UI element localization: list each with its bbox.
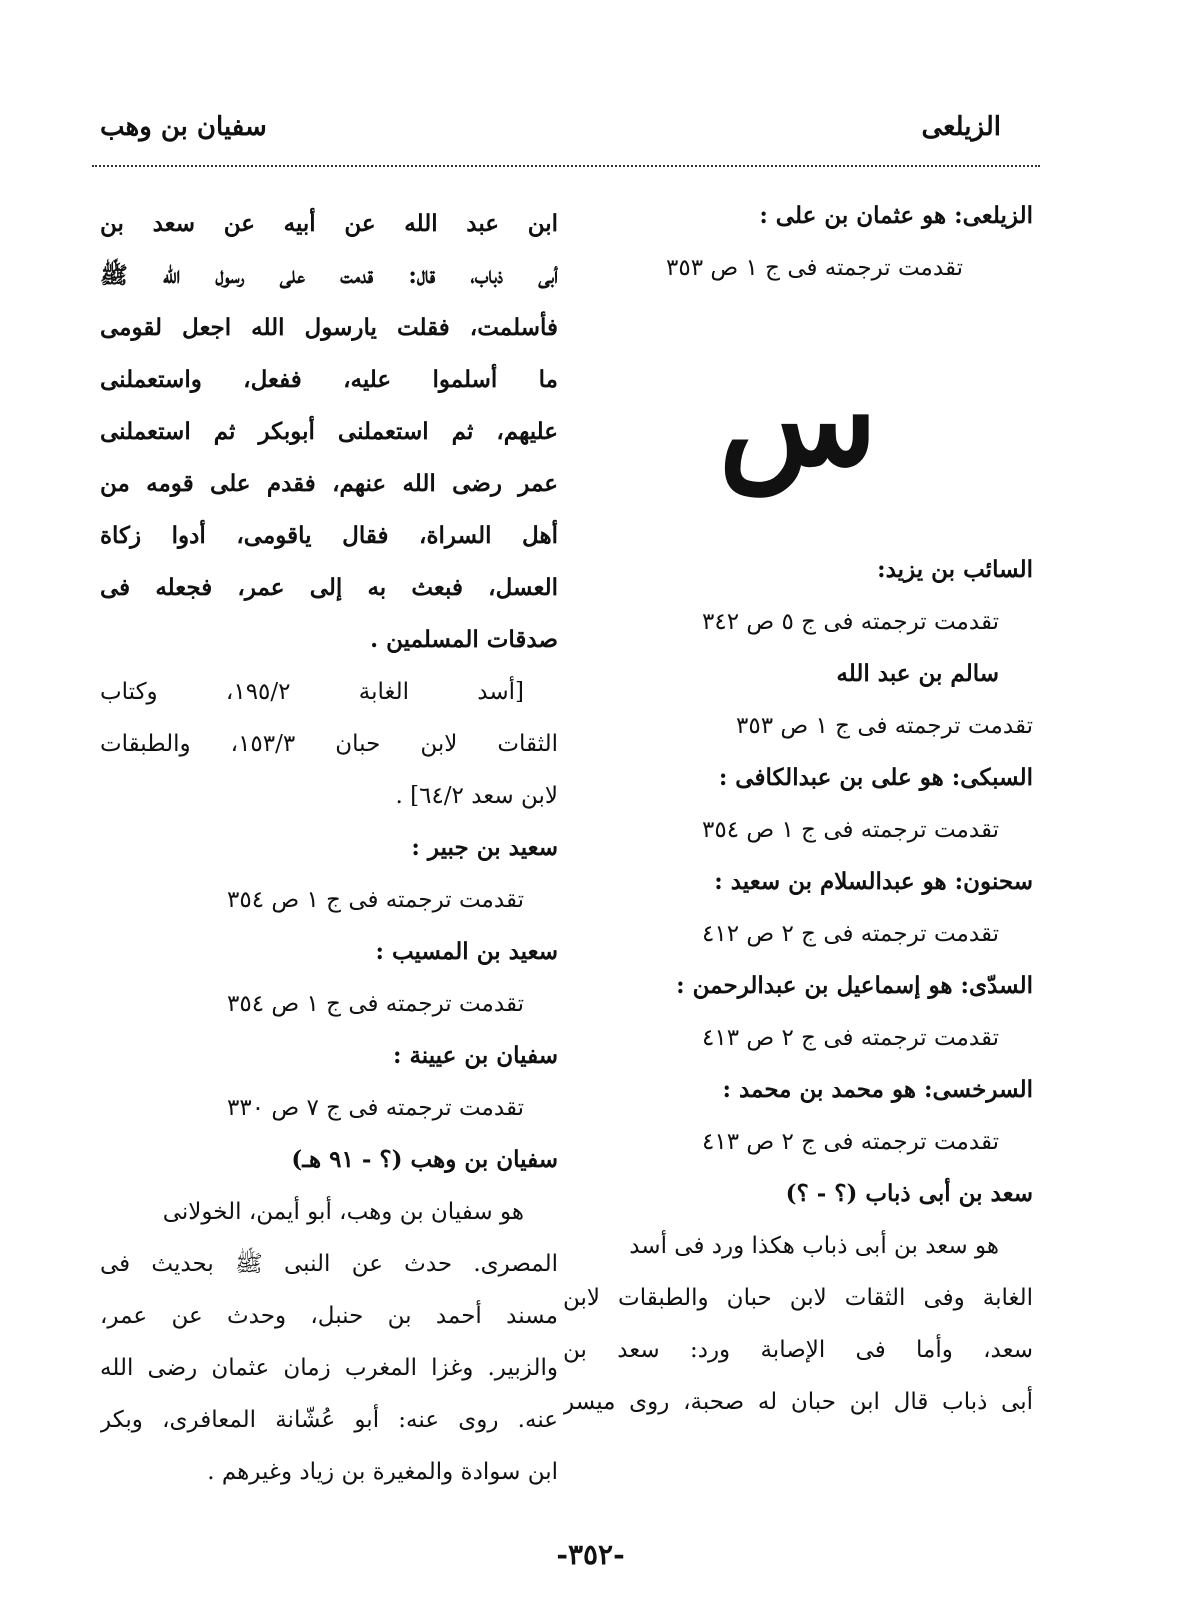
- body-text-line: صدقات المسلمين .: [370, 626, 558, 653]
- entry-reference: تقدمت ترجمته فى ج ١ ص ٣٥٤: [701, 817, 999, 843]
- entry-reference: تقدمت ترجمته فى ج ٢ ص ٤١٣: [701, 1129, 999, 1155]
- body-text-line: ما أسلموا عليه، ففعل، واستعملنى: [100, 366, 558, 393]
- body-text-line: هو سعد بن أبى ذباب هكذا ورد فى أسد: [629, 1233, 999, 1259]
- body-text-line: فأسلمت، فقلت يارسول الله اجعل لقومى: [100, 314, 558, 341]
- body-text-line: الغابة وفى الثقات لابن حبان والطبقات لابن: [563, 1285, 1033, 1311]
- body-text-line: هو سفيان بن وهب، أبو أيمن، الخولانى: [162, 1199, 524, 1225]
- body-text-line: ابن عبد الله عن أبيه عن سعد بن: [100, 210, 558, 237]
- running-header-right: الزيلعى: [921, 112, 1001, 142]
- page-number: -٣٥٢-: [556, 1538, 625, 1571]
- entry-heading: السائب بن يزيد:: [877, 556, 1033, 583]
- entry-heading: السدّى: هو إسماعيل بن عبدالرحمن :: [676, 972, 1033, 999]
- entry-reference: تقدمت ترجمته فى ج ١ ص ٣٥٤: [226, 887, 524, 913]
- body-text-line: المصرى. حدث عن النبى ﷺ بحديث فى: [100, 1251, 558, 1277]
- body-text-line: عنه. روى عنه: أبو عُشّانة المعافرى، وبكر: [100, 1407, 558, 1433]
- running-header-left: سفيان بن وهب: [100, 112, 267, 142]
- entry-reference: تقدمت ترجمته فى ج ١ ص ٣٥٤: [226, 991, 524, 1017]
- entry-heading: سعيد بن المسيب :: [375, 938, 558, 965]
- entry-reference: تقدمت ترجمته فى ج ١ ص ٣٥٣: [735, 713, 1033, 739]
- entry-reference: تقدمت ترجمته فى ج ٢ ص ٤١٢: [701, 921, 999, 947]
- body-text-line: ابن سوادة والمغيرة بن زياد وغيرهم .: [207, 1459, 558, 1485]
- section-letter: س: [718, 342, 878, 495]
- entry-reference: تقدمت ترجمته فى ج ٥ ص ٣٤٢: [701, 609, 999, 635]
- citation-line: [أسد الغابة ١٩٥/٢، وكتاب: [100, 679, 524, 705]
- entry-heading: سالم بن عبد الله: [836, 660, 999, 687]
- entry-heading: سحنون: هو عبدالسلام بن سعيد :: [714, 868, 1033, 895]
- citation-line: لابن سعد ٦٤/٢] .: [395, 783, 558, 809]
- entry-reference: تقدمت ترجمته فى ج ٢ ص ٤١٣: [701, 1025, 999, 1051]
- body-text-line: أبى ذباب، قال: قدمت على رسول الله ﷺ: [100, 262, 558, 289]
- body-text-line: العسل، فبعث به إلى عمر، فجعله فى: [100, 574, 558, 601]
- entry-heading: الزيلعى: هو عثمان بن على :: [759, 202, 1033, 229]
- body-text-line: سعد، وأما فى الإصابة ورد: سعد بن: [563, 1337, 1033, 1363]
- entry-heading: سفيان بن عيينة :: [392, 1042, 558, 1069]
- body-text-line: عمر رضى الله عنهم، فقدم على قومه من: [100, 470, 558, 497]
- entry-heading: سعد بن أبى ذباب (؟ - ؟): [785, 1180, 1033, 1207]
- body-text-line: والزبير. وغزا المغرب زمان عثمان رضى الله: [100, 1355, 558, 1381]
- entry-heading: سعيد بن جبير :: [411, 834, 558, 861]
- body-text-line: عليهم، ثم استعملنى أبوبكر ثم استعملنى: [100, 418, 558, 445]
- entry-heading: السرخسى: هو محمد بن محمد :: [722, 1076, 1033, 1103]
- right-column: [563, 190, 1033, 1428]
- body-text-line: أبى ذباب قال ابن حبان له صحبة، روى ميسر: [563, 1389, 1033, 1415]
- entry-reference: تقدمت ترجمته فى ج ١ ص ٣٥٣: [665, 255, 963, 281]
- entry-heading: سفيان بن وهب (؟ - ٩١ هـ): [291, 1146, 558, 1173]
- header-dotted-rule: [92, 165, 1040, 167]
- left-column: [100, 198, 558, 1498]
- citation-line: الثقات لابن حبان ١٥٣/٣، والطبقات: [100, 731, 558, 757]
- entry-reference: تقدمت ترجمته فى ج ٧ ص ٣٣٠: [226, 1095, 524, 1121]
- body-text-line: أهل السراة، فقال ياقومى، أدوا زكاة: [100, 522, 558, 549]
- entry-heading: السبكى: هو على بن عبدالكافى :: [718, 764, 1033, 791]
- body-text-line: مسند أحمد بن حنبل، وحدث عن عمر،: [100, 1303, 558, 1329]
